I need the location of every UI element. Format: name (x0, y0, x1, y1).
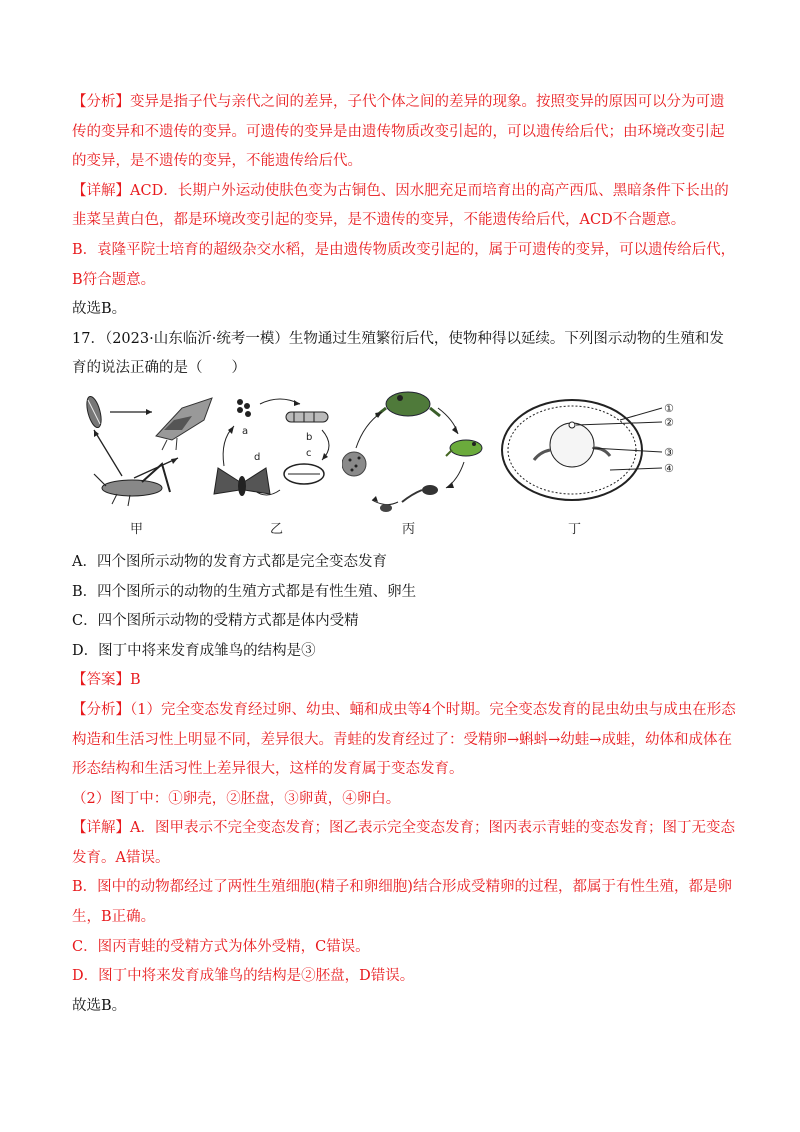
conclusion-text-17: 故选B。 (72, 997, 127, 1014)
option-b: B．四个图所示的动物的生殖方式都是有性生殖、卵生 (72, 583, 417, 600)
stage-a-letter: a (242, 425, 249, 437)
analysis-paragraph-1: 【分析】（1）完全变态发育经过卵、幼虫、蛹和成虫等4个时期。完全变态发育的昆虫幼虫与成虫在形态构造和生活习性上明显不同，差异很大。青蛙的发育经过了：受精卵→蝌蚪→幼蛙→成蛙，幼体和成体在形态结构和生活习性上差异很大，这样的发育属于变态发育。 (72, 701, 736, 778)
answer-text: 【答案】B (72, 672, 141, 689)
detail-a-paragraph: 【详解】A．图甲表示不完全变态发育；图乙表示完全变态发育；图丙表示青蛙的变态发育；图丁无变态发育。A错误。 (72, 820, 735, 866)
marker-2: ② (664, 415, 674, 429)
analysis-paragraph-2: （2）图丁中：①卵壳，②胚盘，③卵黄，④卵白。 (72, 790, 401, 807)
figure-jia (72, 390, 222, 537)
detail-c-paragraph: C．图丙青蛙的受精方式为体外受精，C错误。 (72, 938, 370, 955)
document-page (72, 88, 736, 1021)
frog-lifecycle-illustration (342, 390, 492, 515)
detail-acd-paragraph: 【详解】ACD．长期户外运动使肤色变为古铜色、因水肥充足而培育出的高产西瓜、黑暗条件下长出的韭菜呈黄白色，都是环境改变引起的变异，是不遗传的变异，不能遗传给后代，ACD不合题意。 (72, 182, 729, 229)
detail-b-paragraph-17: B．图中的动物都经过了两性生殖细胞(精子和卵细胞)结合形成受精卵的过程，都属于有性生殖，都是卵生，B正确。 (72, 879, 732, 926)
stage-b-letter: b (306, 431, 313, 443)
grasshopper-lifecycle-illustration (72, 390, 222, 515)
analysis-paragraph: 【分析】变异是指子代与亲代之间的差异，子代个体之间的差异的现象。按照变异的原因可以分为可遗传的变异和不遗传的变异。可遗传的变异是由遗传物质改变引起的，可以遗传给后代；由环境改变引起的变异，是不遗传的变异，不能遗传给后代。 (72, 94, 725, 170)
marker-1: ① (664, 401, 674, 415)
option-c: C．四个图所示动物的受精方式都是体内受精 (72, 613, 359, 630)
marker-3: ③ (664, 445, 674, 459)
figure-ding-label: 丁 (568, 521, 582, 537)
stage-d-letter: d (254, 451, 261, 463)
bird-egg-structure-diagram (500, 390, 680, 515)
marker-4: ④ (664, 461, 674, 475)
detail-b-paragraph: B．袁隆平院士培育的超级杂交水稻，是由遗传物质改变引起的，属于可遗传的变异，可以遗传给后代，B符合题意。 (72, 241, 736, 288)
option-a: A．四个图所示动物的发育方式都是完全变态发育 (72, 553, 387, 570)
conclusion-text: 故选B。 (72, 301, 127, 318)
figure-yi (210, 390, 340, 537)
figure-yi-label: 乙 (270, 521, 284, 537)
figure-ding (500, 390, 680, 537)
question-17-figures (72, 390, 736, 540)
detail-d-paragraph: D．图丁中将来发育成雏鸟的结构是②胚盘，D错误。 (72, 968, 415, 985)
moth-lifecycle-illustration (210, 390, 340, 515)
figure-jia-label: 甲 (130, 521, 144, 537)
stage-c-letter: c (306, 447, 312, 459)
figure-bing (342, 390, 492, 537)
figure-bing-label: 丙 (402, 521, 416, 537)
question-17-stem: 17．（2023·山东临沂·统考一模）生物通过生殖繁衍后代，使物种得以延续。下列图示动物的生殖和发育的说法正确的是（ ） (72, 330, 724, 377)
option-d: D．图丁中将来发育成雏鸟的结构是③ (72, 642, 316, 659)
